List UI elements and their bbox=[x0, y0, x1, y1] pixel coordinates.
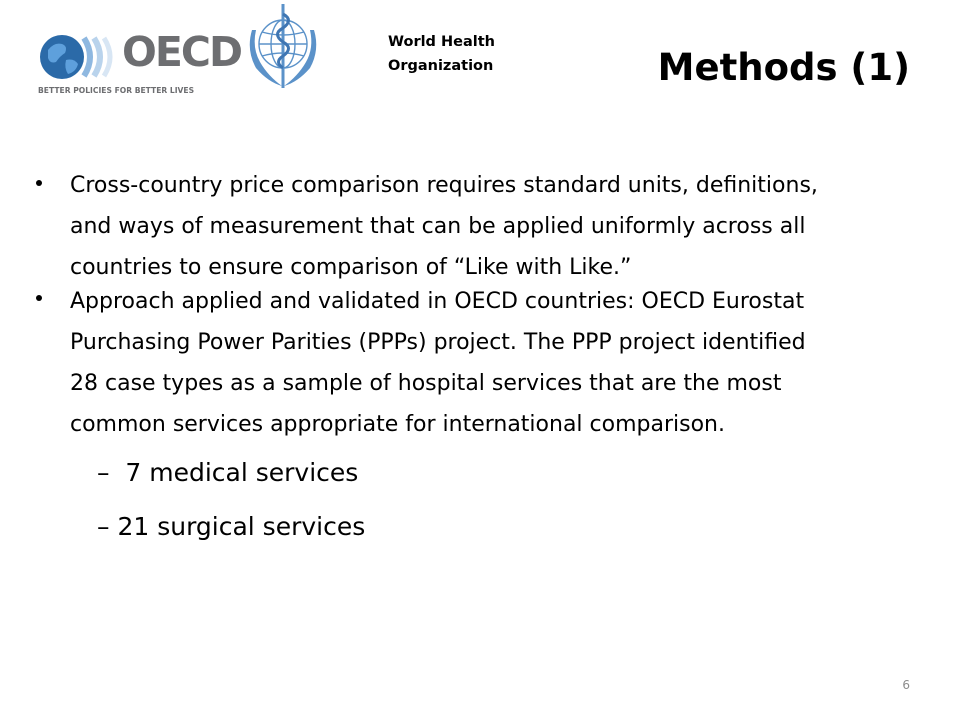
slide-title: Methods (1) bbox=[657, 46, 910, 89]
who-name-line1: World Health bbox=[388, 34, 495, 50]
sub-item-surgical-services: – 21 surgical services bbox=[97, 512, 366, 541]
bullet-1-line-1: Cross-country price comparison requires standard units, definitions, bbox=[70, 173, 818, 198]
who-emblem-icon bbox=[238, 0, 328, 92]
bullet-2-line-1: Approach applied and validated in OECD countries: OECD Eurostat bbox=[70, 289, 805, 314]
oecd-globe-icon bbox=[38, 28, 123, 88]
page-number: 6 bbox=[902, 678, 910, 692]
oecd-tagline: BETTER POLICIES FOR BETTER LIVES bbox=[38, 86, 195, 95]
bullet-marker-1 bbox=[36, 180, 46, 190]
bullet-item-2 bbox=[70, 281, 955, 445]
bullet-2-line-3: 28 case types as a sample of hospital services that are the most bbox=[70, 371, 782, 396]
bullet-item-1 bbox=[70, 165, 955, 288]
bullet-marker-2 bbox=[36, 295, 46, 305]
sub-item-medical-services: – 7 medical services bbox=[97, 458, 359, 487]
who-name bbox=[388, 30, 495, 78]
oecd-logo bbox=[38, 24, 241, 104]
who-name-line2: Organization bbox=[388, 58, 494, 74]
bullet-1-line-2: and ways of measurement that can be applied uniformly across all bbox=[70, 214, 806, 239]
bullet-1-line-3: countries to ensure comparison of “Like with Like.” bbox=[70, 255, 632, 280]
bullet-2-line-2: Purchasing Power Parities (PPPs) project. The PPP project identified bbox=[70, 330, 806, 355]
bullet-2-line-4: common services appropriate for international comparison. bbox=[70, 412, 725, 437]
oecd-name: OECD bbox=[122, 28, 241, 76]
